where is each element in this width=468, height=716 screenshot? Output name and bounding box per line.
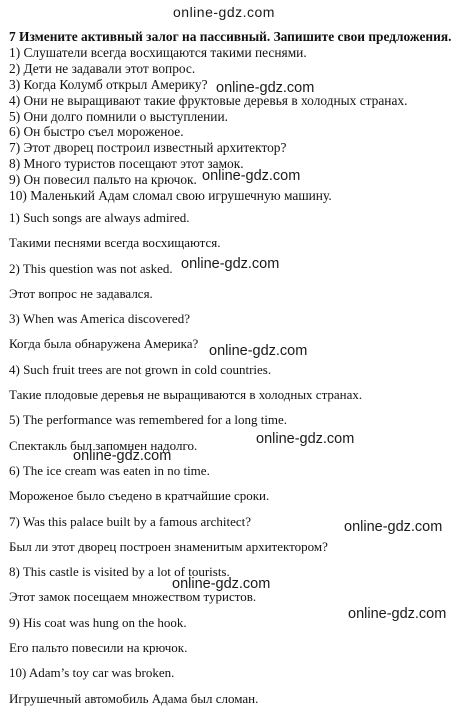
- watermark-text: online-gdz.com: [73, 448, 172, 464]
- answer-english-8: 8) This castle is visited by a lot of tourists.: [9, 564, 230, 580]
- watermark-text: online-gdz.com: [172, 576, 271, 592]
- exercise-sentence-1: 1) Слушатели всегда восхищаются такими песнями.: [9, 44, 307, 60]
- answer-english-9: 9) His coat was hung on the hook.: [9, 614, 187, 630]
- watermark-text: online-gdz.com: [181, 256, 280, 272]
- watermark-text: online-gdz.com: [173, 4, 275, 20]
- answer-russian-7: Был ли этот дворец построен знаменитым архитектором?: [9, 538, 328, 554]
- answer-russian-2: Этот вопрос не задавался.: [9, 285, 153, 301]
- exercise-sentence-4: 4) Они не выращивают такие фруктовые деревья в холодных странах.: [9, 92, 408, 108]
- answer-russian-6: Мороженое было съедено в кратчайшие сроки.: [9, 488, 270, 504]
- answer-english-3: 3) When was America discovered?: [9, 311, 190, 327]
- exercise-sentence-9: 9) Он повесил пальто на крючок.: [9, 172, 197, 188]
- answer-russian-4: Такие плодовые деревья не выращиваются в холодных странах.: [9, 387, 363, 403]
- watermark-text: online-gdz.com: [344, 519, 443, 535]
- answer-russian-3: Когда была обнаружена Америка?: [9, 336, 199, 352]
- answer-english-5: 5) The performance was remembered for a long time.: [9, 412, 288, 428]
- answer-russian-1: Такими песнями всегда восхищаются.: [9, 235, 221, 251]
- answer-russian-9: Его пальто повесили на крючок.: [9, 640, 188, 656]
- watermark-text: online-gdz.com: [216, 80, 315, 96]
- answer-english-2: 2) This question was not asked.: [9, 260, 173, 276]
- answer-russian-10: Игрушечный автомобиль Адама был сломан.: [9, 690, 259, 706]
- answer-english-1: 1) Such songs are always admired.: [9, 210, 190, 225]
- answer-english-4: 4) Such fruit trees are not grown in cold countries.: [9, 361, 272, 377]
- exercise-sentence-6: 6) Он быстро съел мороженое.: [9, 124, 184, 140]
- watermark-text: online-gdz.com: [209, 343, 308, 359]
- watermark-text: online-gdz.com: [256, 431, 355, 447]
- exercise-sentence-2: 2) Дети не задавали этот вопрос.: [9, 60, 196, 76]
- watermark-text: online-gdz.com: [202, 168, 301, 184]
- exercise-title: 7 Измените активный залог на пассивный. Запишите свои предложения.: [9, 29, 452, 44]
- exercise-sentence-5: 5) Они долго помнили о выступлении.: [9, 108, 228, 124]
- watermark-text: online-gdz.com: [348, 606, 447, 622]
- exercise-sentence-7: 7) Этот дворец построил известный архитектор?: [9, 140, 287, 156]
- exercise-sentence-10: 10) Маленький Адам сломал свою игрушечную машину.: [9, 188, 332, 204]
- answer-russian-5: Спектакль был запомнен надолго.: [9, 437, 198, 453]
- answer-russian-8: Этот замок посещаем множеством туристов.: [9, 589, 257, 605]
- exercise-sentence-3: 3) Когда Колумб открыл Америку?: [9, 76, 208, 92]
- answer-english-10: 10) Adam’s toy car was broken.: [9, 665, 175, 681]
- answer-english-7: 7) Was this palace built by a famous architect?: [9, 513, 252, 529]
- exercise-sentence-8: 8) Много туристов посещают этот замок.: [9, 156, 244, 172]
- answer-english-6: 6) The ice cream was eaten in no time.: [9, 462, 210, 478]
